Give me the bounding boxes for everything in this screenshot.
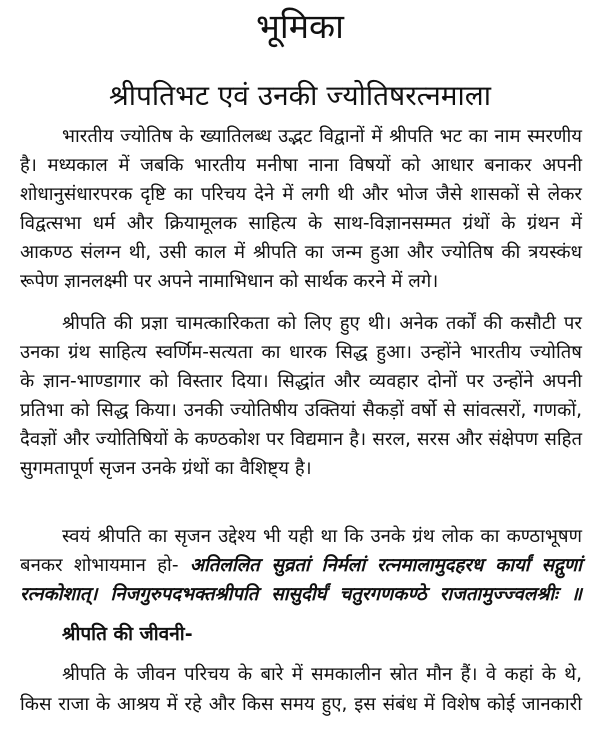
page-title: भूमिका [256, 7, 344, 47]
chapter-subtitle: श्रीपतिभट एवं उनकी ज्योतिषरत्नमाला [108, 79, 492, 112]
text-line: भारतीय ज्योतिष के ख्यातिलब्ध उद्भट विद्वानों में श्रीपति भट का नाम स्मरणीय [62, 126, 582, 147]
sanskrit-verse: रत्नकोशात्। निजगुरुपदभक्तश्रीपति सासुदीर्घं चतुरगणकण्ठे राजतामुज्ज्वलश्रीः ॥ [20, 584, 582, 605]
text-line: रूपेण ज्ञानलक्ष्मी पर अपने नामाभिधान को सार्थक करने में लगे। [20, 271, 439, 292]
text-line: श्रीपति के जीवन परिचय के बारे में समकालीन स्रोत मौन हैं। वे कहां के थे, [62, 664, 582, 685]
text-plain: बनकर शोभायमान हो- [20, 555, 179, 576]
section-heading: श्रीपति की जीवनी- [62, 623, 193, 645]
text-line: शोधानुसंधारपरक दृष्टि का परिचय देने में लगी थी और भोज जैसे शासकों से लेकर [20, 184, 582, 205]
text-line: स्वयं श्रीपति का सृजन उद्देश्य भी यही था कि उनके ग्रंथ लोक का कण्ठाभूषण [62, 526, 582, 547]
text-line: सुगमतापूर्ण सृजन उनके ग्रंथों का वैशिष्ट्य है। [20, 458, 312, 479]
text-line: है। मध्यकाल में जबकि भारतीय मनीषा नाना विषयों को आधार बनाकर अपनी [20, 155, 582, 176]
text-line: विद्वत्सभा धर्म और क्रियामूलक साहित्य के साथ-विज्ञानसम्मत ग्रंथों के ग्रंथन में [20, 213, 582, 234]
text-line: किस राजा के आश्रय में रहे और किस समय हुए, इस संबंध में विशेष कोई जानकारी [20, 694, 582, 715]
text-line: श्रीपति की प्रज्ञा चामत्कारिकता को लिए हुए थी। अनेक तर्कों की कसौटी पर [62, 313, 582, 334]
text-line [20, 553, 582, 579]
text-line: उनका ग्रंथ साहित्य स्वर्णिम-सत्यता का धारक सिद्ध हुआ। उन्होंने भारतीय ज्योतिष [20, 342, 582, 363]
text-line: आकण्ठ संलग्न थी, उसी काल में श्रीपति का जन्म हुआ और ज्योतिष की त्रयस्कंध [20, 242, 582, 263]
text-line: दैवज्ञों और ज्योतिषियों के कण्ठकोश पर विद्यमान है। सरल, सरस और संक्षेपण सहित [20, 429, 582, 450]
sanskrit-verse: अतिललित सुव्रतां निर्मलां रत्नमालामुदहरध कार्यां सद्गुणां [189, 555, 582, 576]
text-line: के ज्ञान-भाण्डागार को विस्तार दिया। सिद्धांत और व्यवहार दोनों पर उन्होंने अपनी [20, 371, 582, 392]
text-line: प्रतिभा को सिद्ध किया। उनकी ज्योतिषीय उक्तियां सैकड़ों वर्षो से सांवत्सरों, गणकों, [20, 400, 582, 421]
